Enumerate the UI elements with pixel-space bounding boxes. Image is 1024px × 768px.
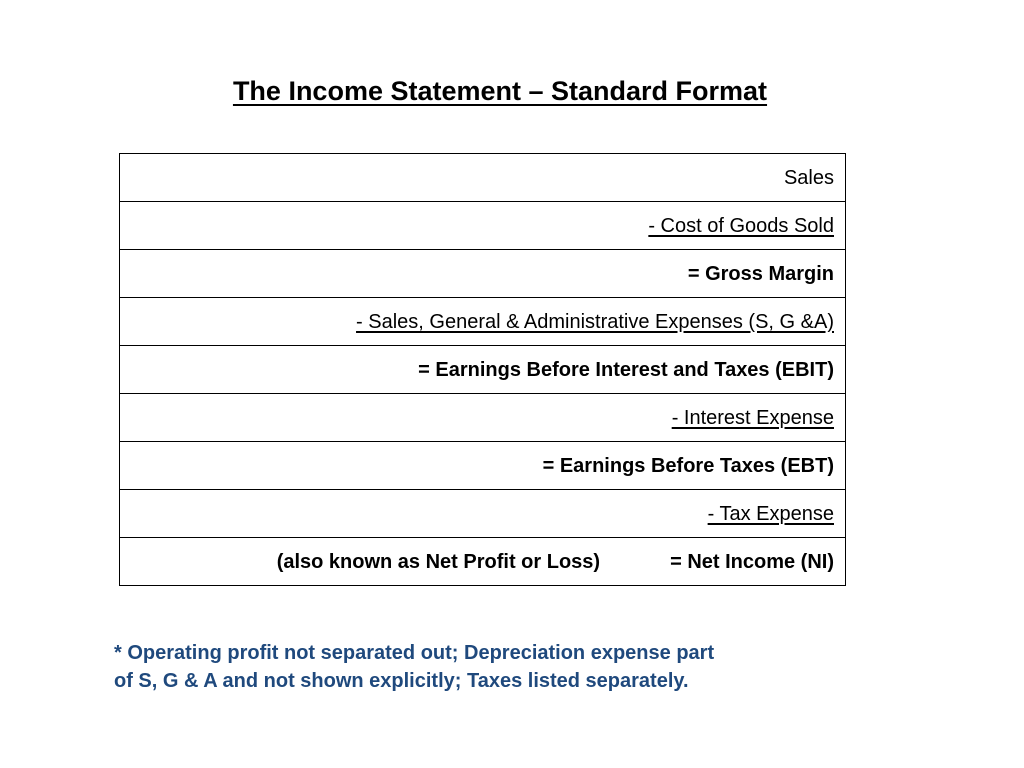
line-label: - Cost of Goods Sold: [648, 214, 834, 237]
table-row: [120, 250, 846, 298]
net-income-aside: (also known as Net Profit or Loss): [276, 550, 601, 573]
statement-line-ebit: [120, 346, 846, 394]
table-row: [120, 490, 846, 538]
table-row: [120, 346, 846, 394]
table-row: [120, 154, 846, 202]
statement-line-tax: [120, 490, 846, 538]
line-label: = Gross Margin: [687, 262, 834, 285]
footnote: [114, 639, 814, 695]
line-label: = Earnings Before Taxes (EBT): [542, 454, 834, 477]
statement-line-net-income: [120, 538, 846, 586]
statement-line-cogs: [120, 202, 846, 250]
line-label: Sales: [783, 166, 834, 189]
line-label: = Earnings Before Interest and Taxes (EBIT): [418, 358, 834, 381]
line-label: - Sales, General & Administrative Expenses (S, G &A): [356, 310, 834, 333]
table-row: [120, 298, 846, 346]
line-label: - Interest Expense: [671, 406, 834, 429]
page-title: The Income Statement – Standard Format: [232, 76, 768, 106]
income-statement-table: [119, 153, 846, 586]
statement-line-sales: [120, 154, 846, 202]
statement-line-interest: [120, 394, 846, 442]
footnote-line-1: * Operating profit not separated out; Depreciation expense part: [114, 642, 715, 664]
table-row: [120, 442, 846, 490]
statement-line-sga: [120, 298, 846, 346]
line-label: = Net Income (NI): [670, 550, 834, 573]
footnote-line-2: of S, G & A and not shown explicitly; Taxes listed separately.: [114, 670, 689, 692]
table-row: [120, 202, 846, 250]
table-row: [120, 394, 846, 442]
statement-line-ebt: [120, 442, 846, 490]
table-row: [120, 538, 846, 586]
statement-line-gross-margin: [120, 250, 846, 298]
line-label: - Tax Expense: [707, 502, 834, 525]
